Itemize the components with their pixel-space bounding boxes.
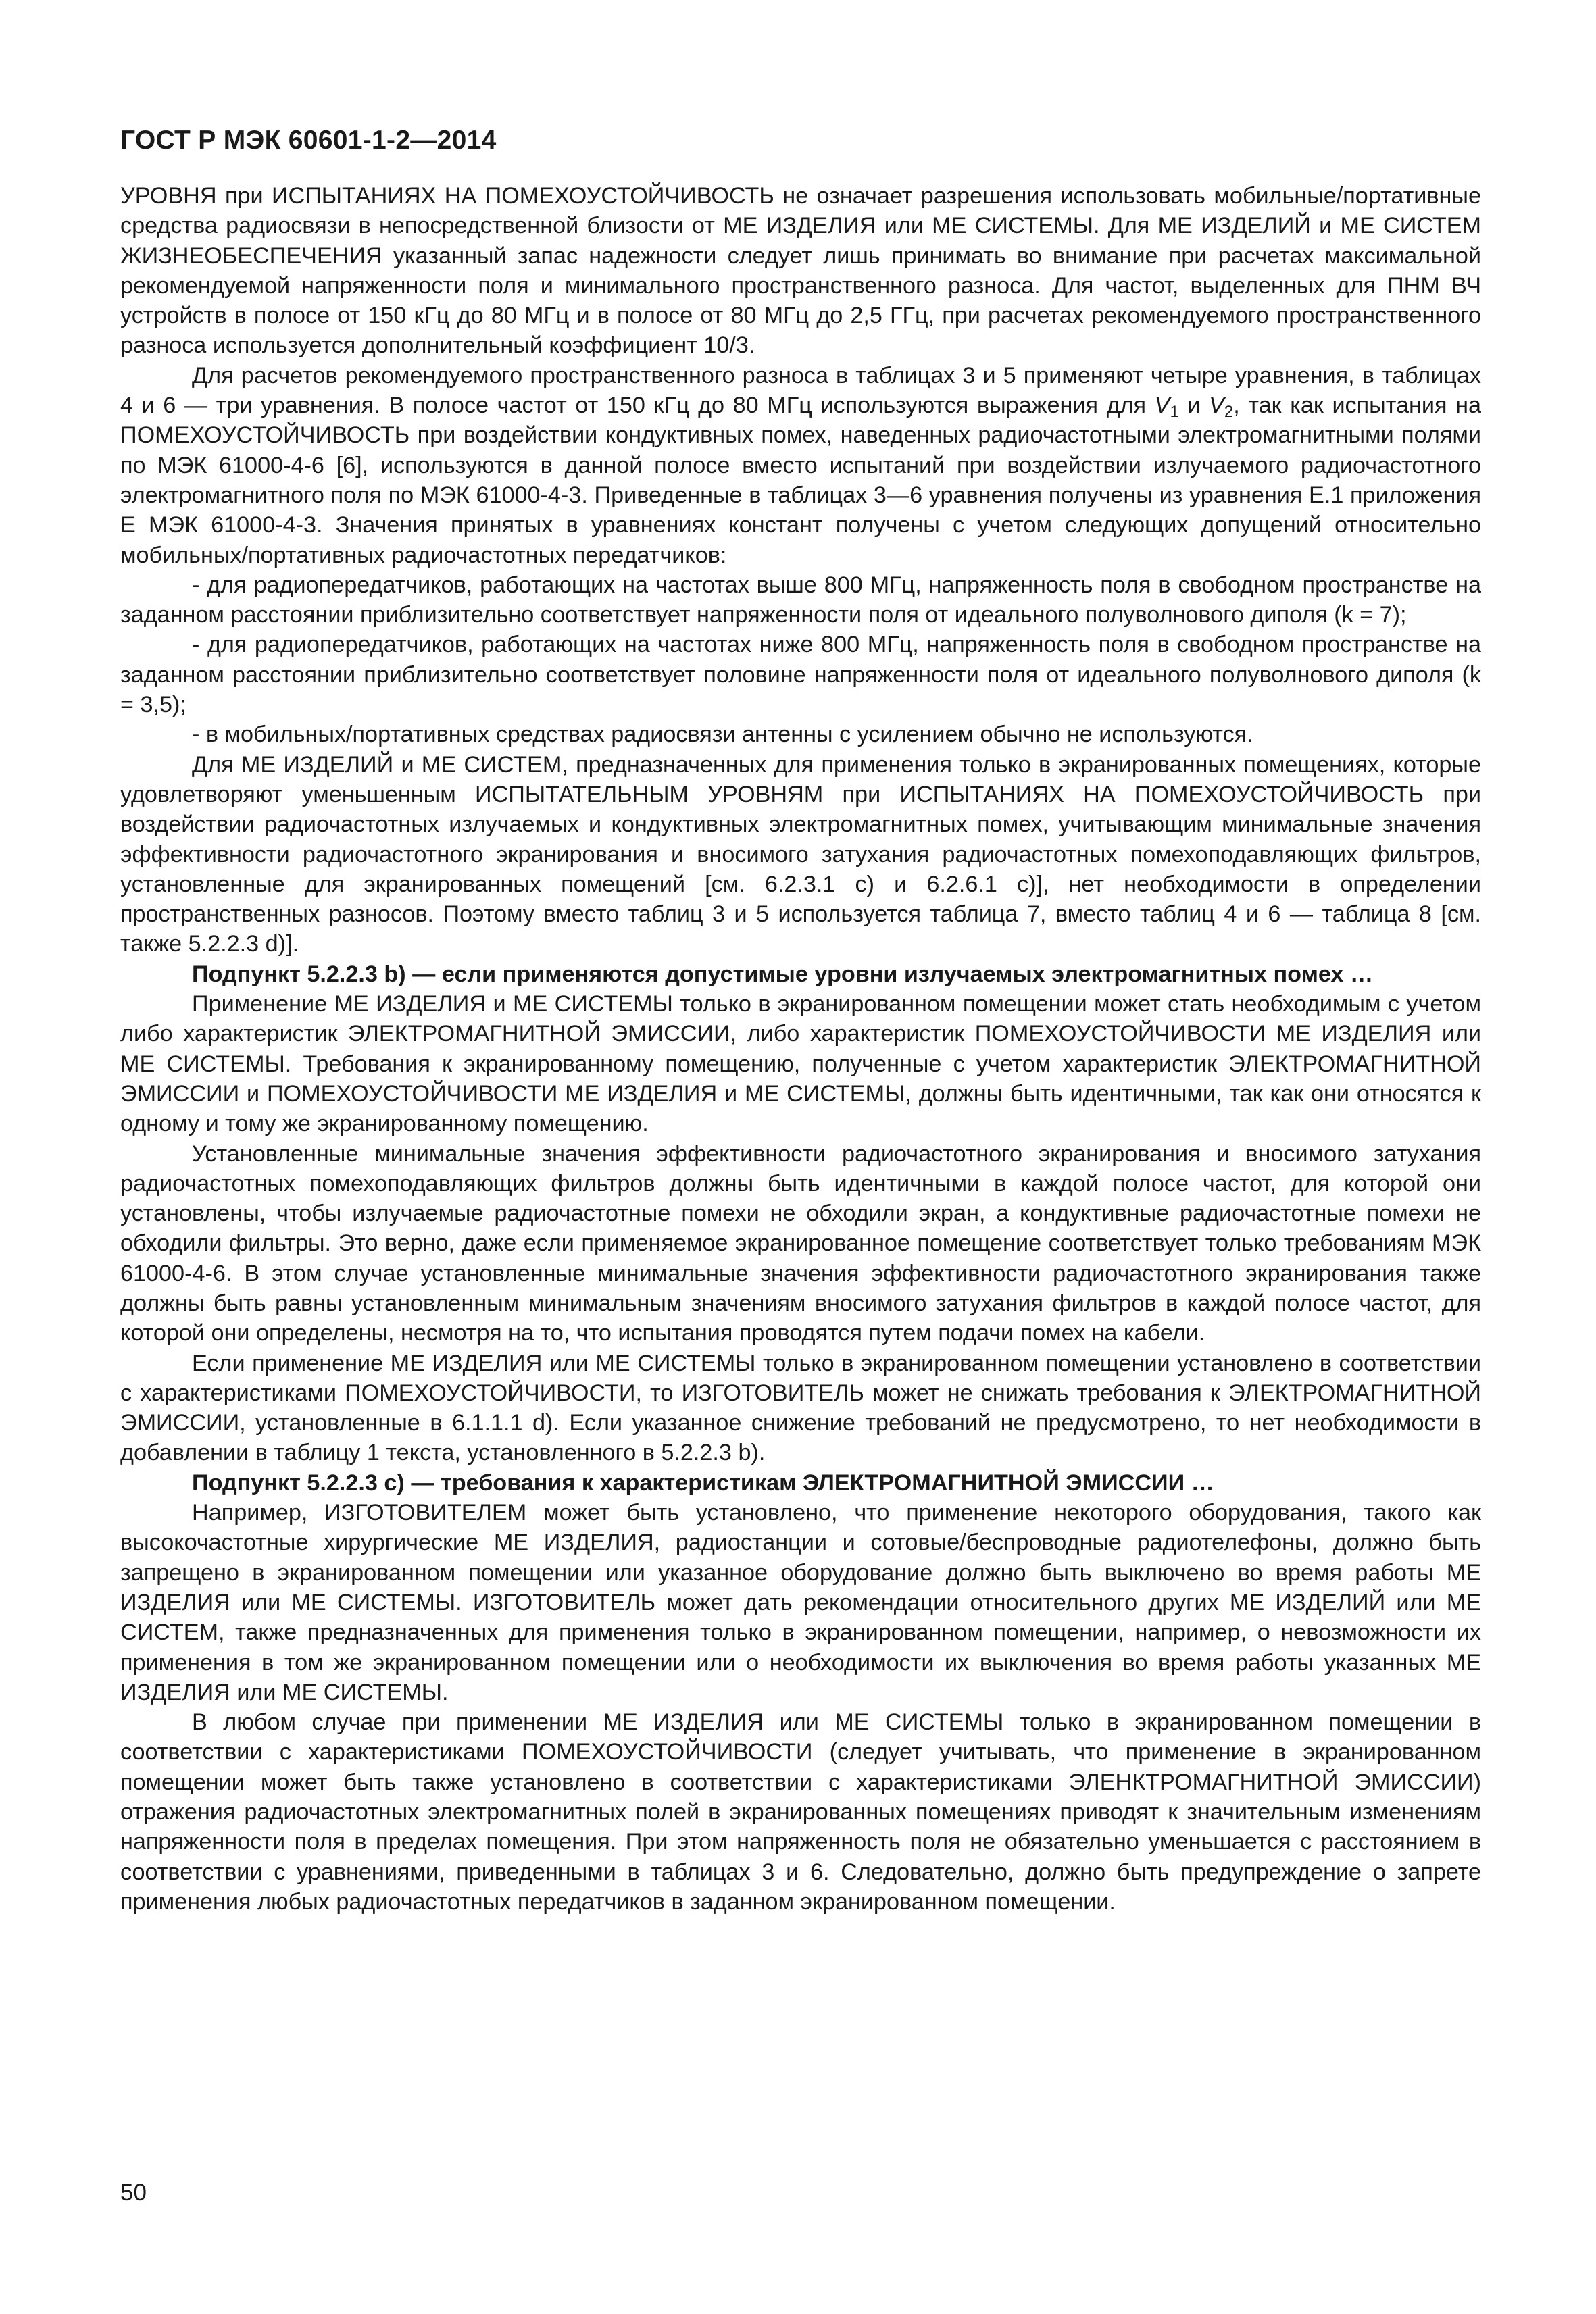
paragraph: Если применение МЕ ИЗДЕЛИЯ или МЕ СИСТЕМЫ только в экранированном помещении установлено в соответствии с характеристиками ПОМЕХОУСТОЙЧИВОСТИ, то ИЗГОТОВИТЕЛЬ может не снижать требования к ЭЛЕКТРОМАГНИТНОЙ ЭМИССИИ, установленные в 6.1.1.1 d). Если указанное снижение требований не предусмотрено, то нет необходимости в добавлении в таблицу 1 текста, установленного в 5.2.2.3 b). xyxy=(120,1350,1481,1466)
paragraph: УРОВНЯ при ИСПЫТАНИЯХ НА ПОМЕХОУСТОЙЧИВОСТЬ не означает разрешения использовать мобильные/портативные средства радиосвязи в непосредственной близости от МЕ ИЗДЕЛИЯ или МЕ СИСТЕМЫ. Для МЕ ИЗДЕЛИЙ и МЕ СИСТЕМ ЖИЗНЕОБЕСПЕЧЕНИЯ указанный запас надежности следует лишь принимать во внимание при расчетах максимальной рекомендуемой напряженности поля и минимального пространственного разноса. Для частот, выделенных для ПНМ ВЧ устройств в полосе от 150 кГц до 80 МГц и в полосе от 80 МГц до 2,5 ГГц, при расчетах рекомендуемого пространственного разноса используется дополнительный коэффициент 10/3. xyxy=(120,183,1481,359)
page-number: 50 xyxy=(120,2180,147,2206)
paragraph-equations xyxy=(120,361,1481,570)
text-segment: Для расчетов рекомендуемого пространственного разноса в таблицах 3 и 5 применяют четыре уравнения, в таблицах 4 и 6 — три уравнения. В полосе частот от 150 кГц до 80 МГц используются выражения для xyxy=(120,362,1481,419)
paragraph: Для МЕ ИЗДЕЛИЙ и МЕ СИСТЕМ, предназначенных для применения только в экранированных помещениях, которые удовлетворяют уменьшенным ИСПЫТАТЕЛЬНЫМ УРОВНЯМ при ИСПЫТАНИЯХ НА ПОМЕХОУСТОЙЧИВОСТЬ при воздействии радиочастотных излучаемых и кондуктивных электромагнитных помех, учитывающим минимальные значения эффективности радиочастотного экранирования и вносимого затухания радиочастотных помехоподавляющих фильтров, установленные для экранированных помещений [см. 6.2.3.1 с) и 6.2.6.1 с)], нет необходимости в определении пространственных разносов. Поэтому вместо таблиц 3 и 5 используется таблица 7, вместо таблиц 4 и 6 — таблица 8 [см. также 5.2.2.3 d)]. xyxy=(120,751,1481,957)
text-segment: и xyxy=(1178,393,1210,419)
document-body xyxy=(120,181,1481,1917)
subsection-heading: Подпункт 5.2.2.3 b) — если применяются допустимые уровни излучаемых электромагнитных помех … xyxy=(192,961,1374,987)
variable-v1: V xyxy=(1154,393,1170,419)
paragraph: В любом случае при применении МЕ ИЗДЕЛИЯ или МЕ СИСТЕМЫ только в экранированном помещении в соответствии с характеристиками ПОМЕХОУСТОЙЧИВОСТИ (следует учитывать, что применение в экранированном помещении может быть также установлено в соответствии с характеристиками ЭЛЕНКТРОМАГНИТНОЙ ЭМИССИИ) отражения радиочастотных электромагнитных полей в экранированных помещениях приводят к значительным изменениям напряженности поля в пределах помещения. При этом напряженность поля не обязательно уменьшается с расстоянием в соответствии с уравнениями, приведенными в таблицах 3 и 6. Следовательно, должно быть предупреждение о запрете применения любых радиочастотных передатчиков в заданном экранированном помещении. xyxy=(120,1709,1481,1915)
standard-header: ГОСТ Р МЭК 60601-1-2—2014 xyxy=(120,126,497,155)
text-segment: , так как испытания на ПОМЕХОУСТОЙЧИВОСТЬ при воздействии кондуктивных помех, наведенных радиочастотными электромагнитными полями по МЭК 61000-4-6 [6], используются в данной полосе вместо испытаний при воздействии излучаемого радиочастотного электромагнитного поля по МЭК 61000-4-3. Приведенные в таблицах 3—6 уравнения получены из уравнения Е.1 приложения Е МЭК 61000-4-3. Значения принятых в уравнениях констант получены с учетом следующих допущений относительно мобильных/портативных радиочастотных передатчиков: xyxy=(120,393,1481,568)
paragraph: Установленные минимальные значения эффективности радиочастотного экранирования и вносимого затухания радиочастотных помехоподавляющих фильтров должны быть идентичными в каждой полосе частот, для которой они установлены, чтобы излучаемые радиочастотные помехи не обходили экран, а кондуктивные радиочастотные помехи не обходили фильтры. Это верно, даже если применяемое экранированное помещение соответствует только требованиям МЭК 61000-4-6. В этом случае установленные минимальные значения эффективности радиочастотного экранирования также должны быть равны установленным минимальным значениям вносимого затухания фильтров в каждой полосе частот, для которой они определены, несмотря на то, что испытания проводятся путем подачи помех на кабели. xyxy=(120,1140,1481,1347)
list-item: - для радиопередатчиков, работающих на частотах выше 800 МГц, напряженность поля в свободном пространстве на заданном расстоянии приблизительно соответствует напряженности поля от идеального полуволнового диполя (k = 7); xyxy=(120,572,1481,628)
subscript-2: 2 xyxy=(1224,403,1234,422)
list-item: - в мобильных/портативных средствах радиосвязи антенны с усилением обычно не используются. xyxy=(192,722,1253,748)
subsection-heading: Подпункт 5.2.2.3 с) — требования к характеристикам ЭЛЕКТРОМАГНИТНОЙ ЭМИССИИ … xyxy=(192,1469,1214,1496)
list-item: - для радиопередатчиков, работающих на частотах ниже 800 МГц, напряженность поля в свободном пространстве на заданном расстоянии приблизительно соответствует половине напряженности поля от идеального полуволнового диполя (k = 3,5); xyxy=(120,632,1481,718)
paragraph: Например, ИЗГОТОВИТЕЛЕМ может быть установлено, что применение некоторого оборудования, такого как высокочастотные хирургические МЕ ИЗДЕЛИЯ, радиостанции и сотовые/беспроводные радиотелефоны, должно быть запрещено в экранированном помещении или указанное оборудование должно быть выключено во время работы МЕ ИЗДЕЛИЯ или МЕ СИСТЕМЫ. ИЗГОТОВИТЕЛЬ может дать рекомендации относительного других МЕ ИЗДЕЛИЙ или МЕ СИСТЕМ, также предназначенных для применения только в экранированном помещении, например, о невозможности их применения в том же экранированном помещении или о необходимости их выключения во время работы указанных МЕ ИЗДЕЛИЯ или МЕ СИСТЕМЫ. xyxy=(120,1500,1481,1705)
paragraph: Применение МЕ ИЗДЕЛИЯ и МЕ СИСТЕМЫ только в экранированном помещении может стать необходимым с учетом либо характеристик ЭЛЕКТРОМАГНИТНОЙ ЭМИССИИ, либо характеристик ПОМЕХОУСТОЙЧИВОСТИ МЕ ИЗДЕЛИЯ или МЕ СИСТЕМЫ. Требования к экранированному помещению, полученные с учетом характеристик ЭЛЕКТРОМАГНИТНОЙ ЭМИССИИ и ПОМЕХОУСТОЙЧИВОСТИ МЕ ИЗДЕЛИЯ и МЕ СИСТЕМЫ, должны быть идентичными, так как они относятся к одному и тому же экранированному помещению. xyxy=(120,991,1481,1137)
variable-v2: V xyxy=(1209,393,1224,419)
subscript-1: 1 xyxy=(1170,403,1179,422)
